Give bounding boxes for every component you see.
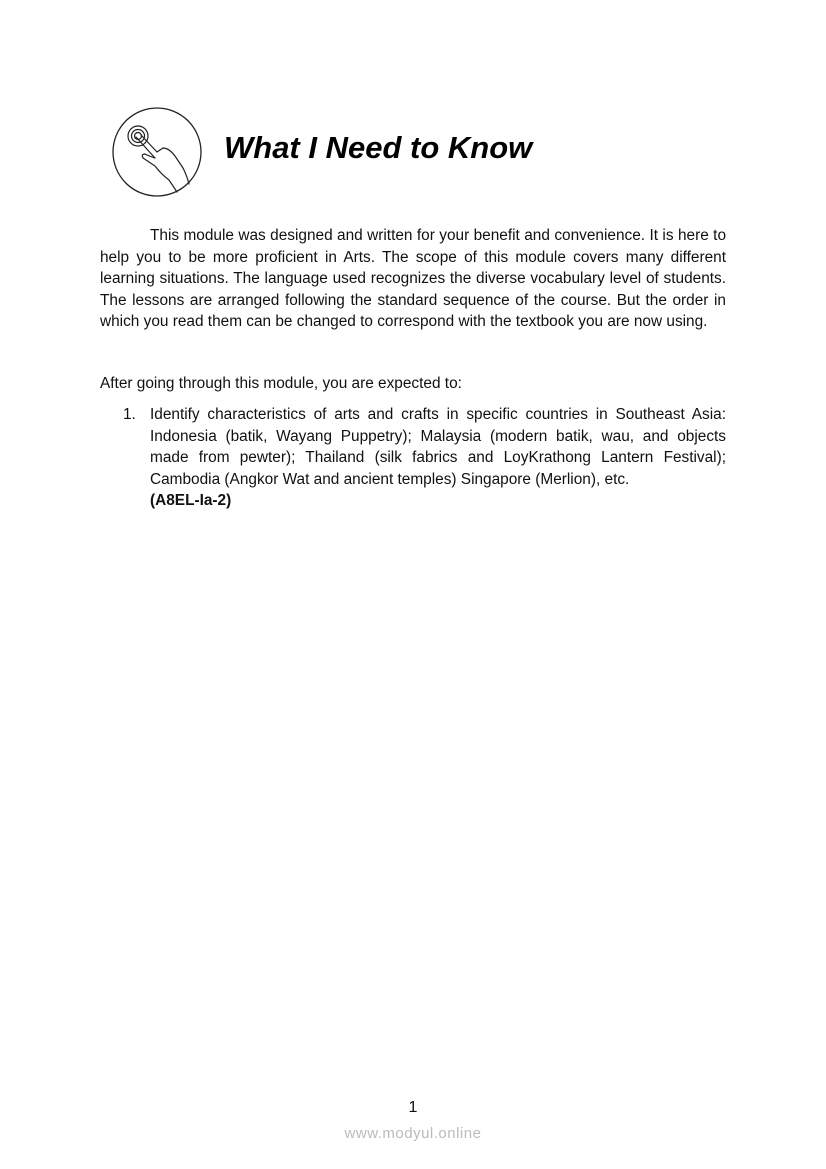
watermark: www.modyul.online [344,1125,482,1142]
page-title: What I Need to Know [224,130,533,165]
intro-paragraph: This module was designed and written for your benefit and convenience. It is here to help you to be more proficient in Arts. The scope of this module covers many different learning situations. The language used recognizes the diverse vocabulary level of students. The lessons are arranged following the standard sequence of the course. But the order in which you read them can be changed to correspond with the textbook you are now using. [100,227,726,331]
hand-touch-icon [111,106,203,198]
objectives-lead: After going through this module, you are expected to: [100,375,462,392]
page-number: 1 [408,1099,418,1116]
list-item-text: Identify characteristics of arts and crafts in specific countries in Southeast Asia: Indonesia (batik, Wayang Puppetry); Malaysia (modern batik, wau, and objects made from pewter); Thailand (silk fabrics and LoyKrathong Lantern Festival); Cambodia (Angkor Wat and ancient temples) Singapore (Merlion), etc. [150,406,726,488]
competency-code: (A8EL-Ia-2) [150,492,232,510]
list-item-number: 1. [123,406,136,423]
objectives-list [100,404,726,512]
list-item [100,404,726,512]
